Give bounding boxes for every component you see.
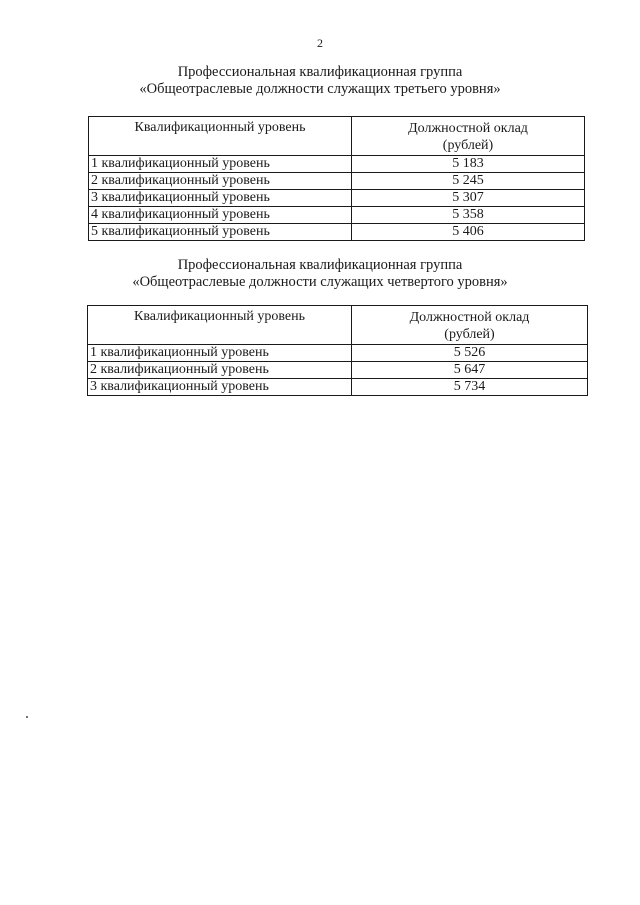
scan-speck (26, 716, 28, 718)
salary-cell: 5 245 (352, 173, 585, 190)
table-row (89, 224, 585, 241)
section2-title-line1: Профессиональная квалификационная группа (177, 257, 463, 273)
header-salary-line2: (рублей) (444, 327, 495, 342)
header-salary-cell (352, 306, 588, 345)
section2-title-line2: «Общеотраслевые должности служащих четвертого уровня» (132, 274, 508, 290)
level-cell: 2 квалификационный уровень (88, 362, 352, 379)
salary-cell: 5 647 (352, 362, 588, 379)
section1-heading (0, 64, 640, 98)
salary-cell: 5 307 (352, 190, 585, 207)
table-header-row (88, 306, 588, 345)
header-salary-cell (352, 117, 585, 156)
table-row (89, 207, 585, 224)
header-salary-line2: (рублей) (442, 138, 494, 153)
table-row (88, 379, 588, 396)
salary-cell: 5 734 (352, 379, 588, 396)
table-row (88, 362, 588, 379)
header-salary-line1: Должностной оклад (409, 310, 530, 325)
level-cell: 4 квалификационный уровень (89, 207, 352, 224)
salary-cell: 5 406 (352, 224, 585, 241)
header-salary-line1: Должностной оклад (408, 121, 528, 136)
section2-heading (0, 257, 640, 291)
table-row (89, 190, 585, 207)
table-row (88, 345, 588, 362)
level-cell: 5 квалификационный уровень (89, 224, 352, 241)
section1-title-line2: «Общеотраслевые должности служащих третьего уровня» (139, 81, 501, 97)
level-cell: 1 квалификационный уровень (89, 156, 352, 173)
salary-cell: 5 358 (352, 207, 585, 224)
section1-title-line1: Профессиональная квалификационная группа (177, 64, 463, 80)
salary-cell: 5 183 (352, 156, 585, 173)
section1-salary-table (88, 116, 585, 241)
page-number: 2 (317, 36, 323, 50)
table-row (89, 173, 585, 190)
section2-salary-table (87, 305, 588, 396)
level-cell: 3 квалификационный уровень (89, 190, 352, 207)
level-cell: 2 квалификационный уровень (89, 173, 352, 190)
level-cell: 3 квалификационный уровень (88, 379, 352, 396)
table-header-row (89, 117, 585, 156)
header-level-cell: Квалификационный уровень (88, 306, 352, 345)
header-level-cell: Квалификационный уровень (89, 117, 352, 156)
table-row (89, 156, 585, 173)
level-cell: 1 квалификационный уровень (88, 345, 352, 362)
salary-cell: 5 526 (352, 345, 588, 362)
